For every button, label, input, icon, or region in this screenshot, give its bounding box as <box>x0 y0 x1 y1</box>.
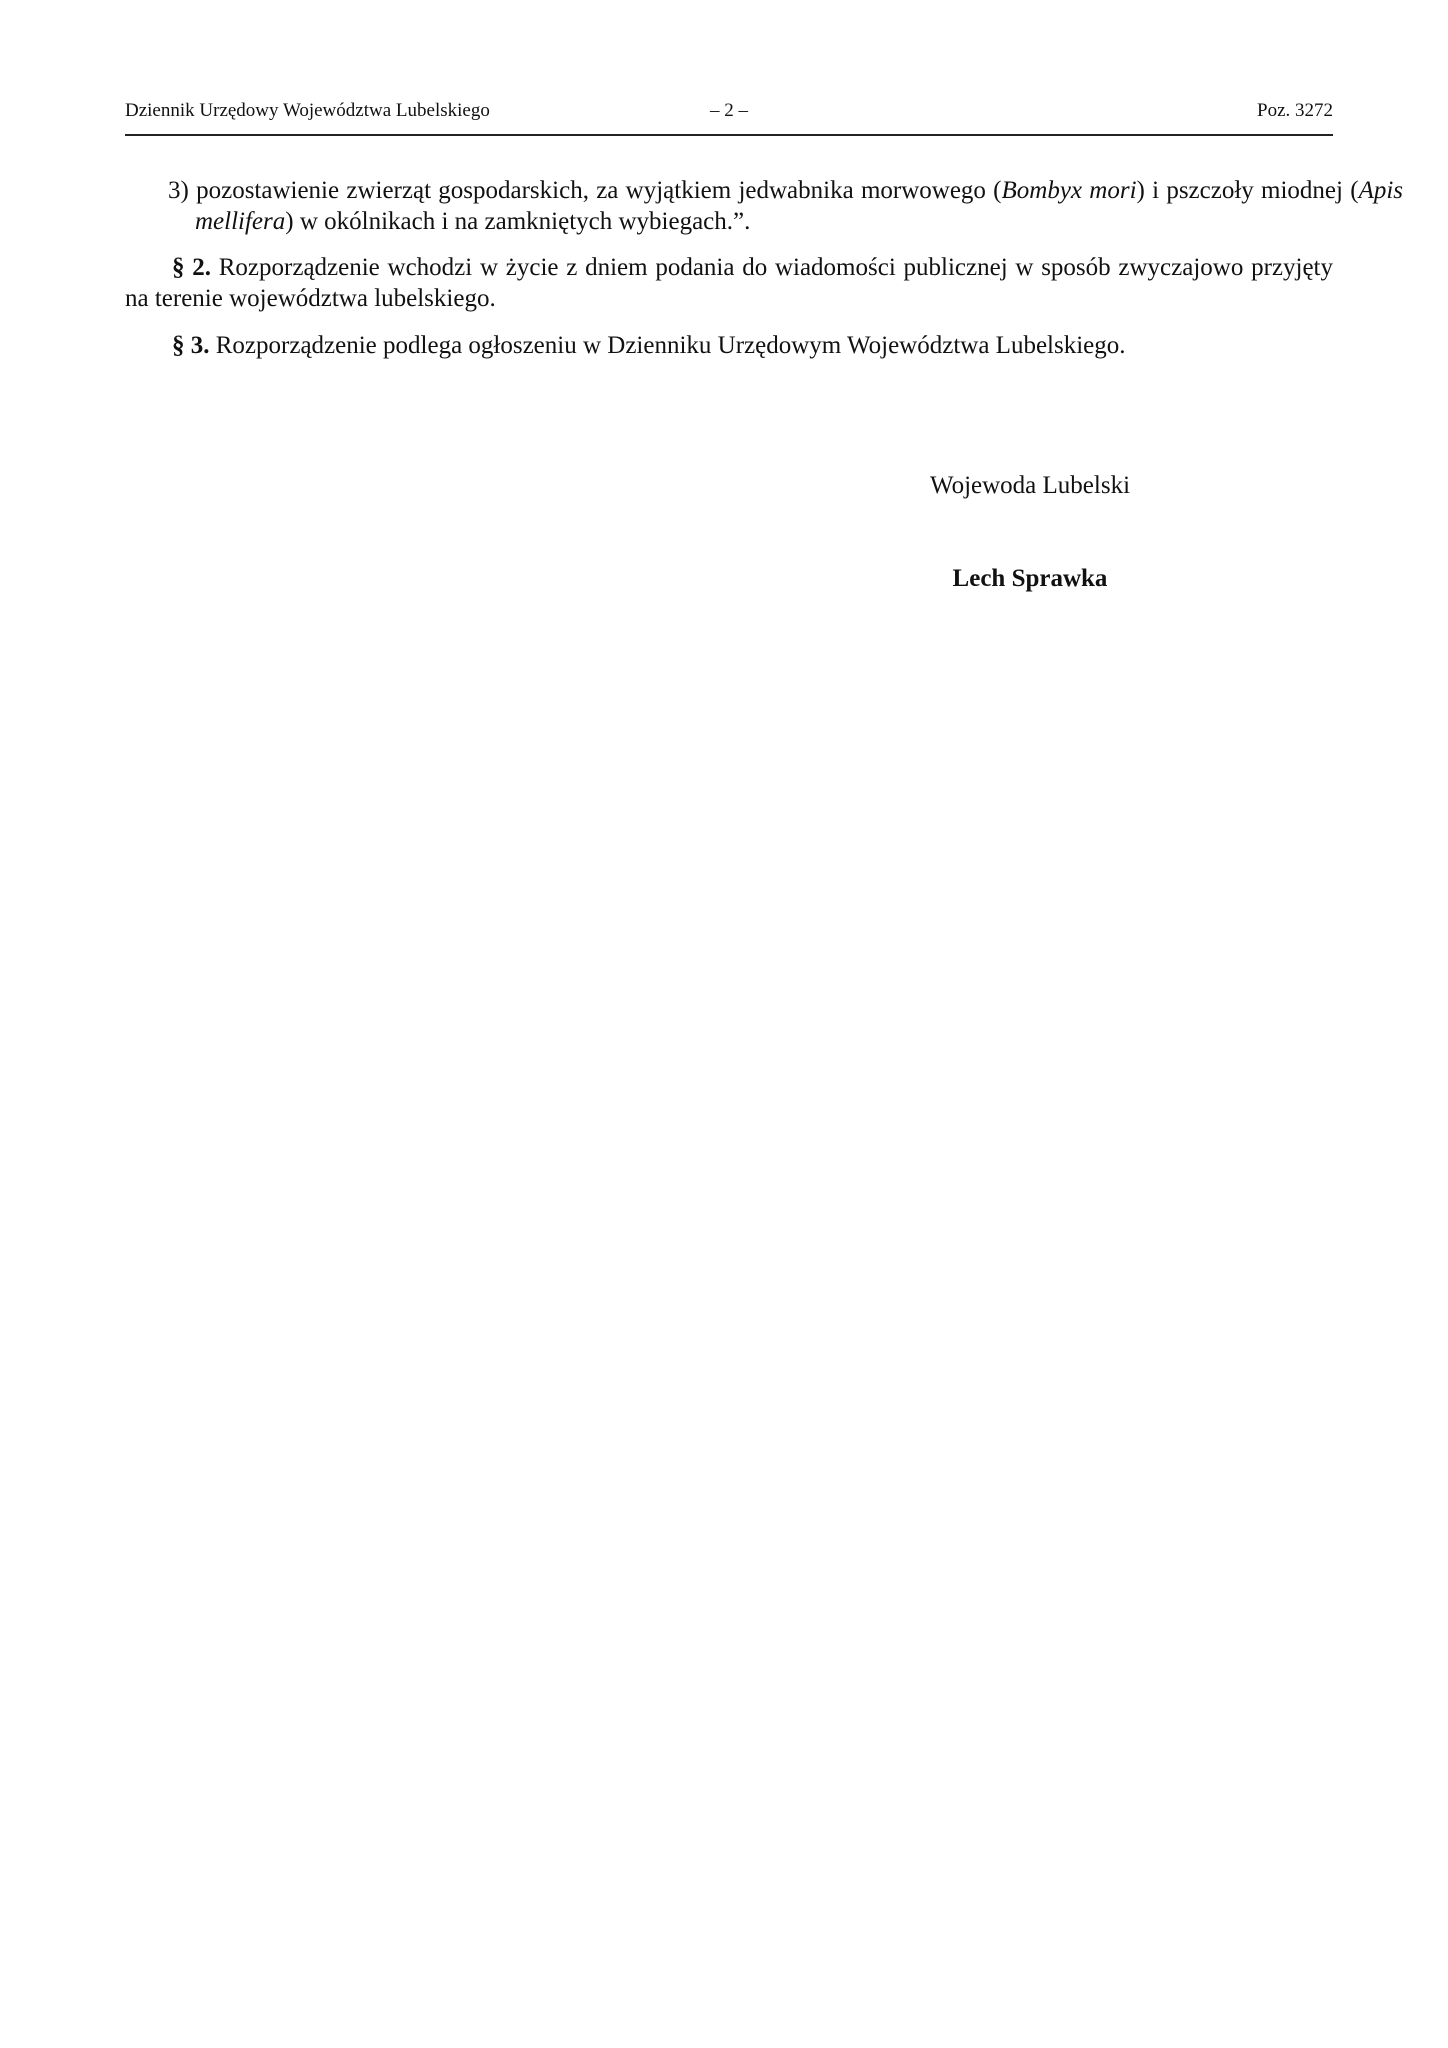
section-2-text: Rozporządzenie wchodzi w życie z dniem podania do wiadomości publicznej w sposób zwyczajowo przyjęty na terenie województwa lubelskiego. <box>125 254 1333 312</box>
list-item-3 <box>125 175 1403 237</box>
latin-name-bombyx: Bombyx mori <box>1001 177 1137 204</box>
list-item-text-c: ) w okólnikach i na zamkniętych wybiegach.”. <box>285 208 751 235</box>
section-3-text: Rozporządzenie podlega ogłoszeniu w Dzienniku Urzędowym Województwa Lubelskiego. <box>215 332 1126 359</box>
position-number: Poz. 3272 <box>1257 100 1333 121</box>
section-3-paragraph <box>125 330 1333 361</box>
journal-title: Dziennik Urzędowy Województwa Lubelskiego <box>125 100 490 121</box>
section-2-label: § 2. <box>172 254 211 281</box>
signatory-title: Wojewoda Lubelski <box>929 472 1131 499</box>
page-header <box>125 100 1333 136</box>
page-number: – 2 – <box>710 100 748 121</box>
list-item-text-a: pozostawienie zwierząt gospodarskich, za wyjątkiem jedwabnika morwowego ( <box>196 177 1002 204</box>
section-2-paragraph <box>125 252 1333 314</box>
list-item-text-b: ) i pszczoły miodnej ( <box>1136 177 1359 204</box>
signatory-name: Lech Sprawka <box>952 565 1108 592</box>
latin-name-apis: Apis mellifera <box>195 177 1404 235</box>
section-3-label: § 3. <box>172 332 210 359</box>
list-item-number: 3) <box>168 177 189 204</box>
